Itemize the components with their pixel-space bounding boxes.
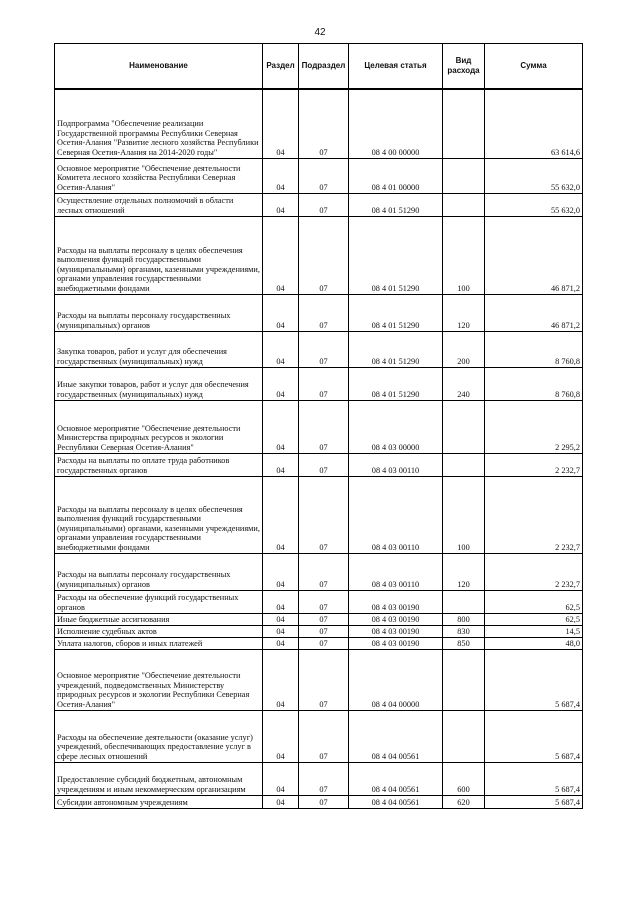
cell-sum: 14,5 bbox=[485, 625, 583, 637]
cell-type bbox=[443, 649, 485, 710]
cell-sum: 62,5 bbox=[485, 613, 583, 625]
cell-type: 800 bbox=[443, 613, 485, 625]
cell-sum: 5 687,4 bbox=[485, 795, 583, 808]
cell-sum: 2 232,7 bbox=[485, 476, 583, 553]
cell-name: Предоставление субсидий бюджетным, автономным учреждениям и иным некоммерческим организациям bbox=[55, 762, 263, 795]
cell-section: 04 bbox=[263, 331, 299, 367]
cell-subsection: 07 bbox=[299, 795, 349, 808]
cell-type bbox=[443, 158, 485, 193]
cell-name: Субсидии автономным учреждениям bbox=[55, 795, 263, 808]
cell-subsection: 07 bbox=[299, 649, 349, 710]
cell-sum: 5 687,4 bbox=[485, 710, 583, 762]
cell-section: 04 bbox=[263, 590, 299, 613]
cell-target: 08 4 01 51290 bbox=[349, 367, 443, 400]
table-header bbox=[55, 44, 583, 90]
cell-section: 04 bbox=[263, 400, 299, 453]
cell-type: 600 bbox=[443, 762, 485, 795]
table-row bbox=[55, 400, 583, 453]
cell-section: 04 bbox=[263, 637, 299, 649]
cell-target: 08 4 03 00110 bbox=[349, 453, 443, 476]
cell-section: 04 bbox=[263, 762, 299, 795]
cell-section: 04 bbox=[263, 649, 299, 710]
table-row bbox=[55, 216, 583, 294]
cell-type: 200 bbox=[443, 331, 485, 367]
cell-subsection: 07 bbox=[299, 158, 349, 193]
cell-type bbox=[443, 193, 485, 216]
cell-type bbox=[443, 590, 485, 613]
cell-target: 08 4 01 51290 bbox=[349, 193, 443, 216]
cell-subsection: 07 bbox=[299, 625, 349, 637]
cell-sum: 8 760,8 bbox=[485, 367, 583, 400]
cell-subsection: 07 bbox=[299, 710, 349, 762]
cell-type: 850 bbox=[443, 637, 485, 649]
table-row bbox=[55, 795, 583, 808]
table-row bbox=[55, 294, 583, 331]
cell-sum: 2 232,7 bbox=[485, 453, 583, 476]
cell-name: Осуществление отдельных полномочий в области лесных отношений bbox=[55, 193, 263, 216]
cell-type: 830 bbox=[443, 625, 485, 637]
cell-sum: 46 871,2 bbox=[485, 216, 583, 294]
cell-name: Расходы на выплаты персоналу государственных (муниципальных) органов bbox=[55, 553, 263, 590]
cell-type bbox=[443, 400, 485, 453]
cell-subsection: 07 bbox=[299, 476, 349, 553]
cell-type: 240 bbox=[443, 367, 485, 400]
cell-subsection: 07 bbox=[299, 400, 349, 453]
cell-section: 04 bbox=[263, 553, 299, 590]
cell-target: 08 4 03 00190 bbox=[349, 625, 443, 637]
cell-sum: 2 295,2 bbox=[485, 400, 583, 453]
table-row bbox=[55, 649, 583, 710]
cell-section: 04 bbox=[263, 613, 299, 625]
cell-subsection: 07 bbox=[299, 294, 349, 331]
cell-target: 08 4 03 00190 bbox=[349, 613, 443, 625]
cell-name: Расходы на выплаты персоналу в целях обеспечения выполнения функций государственными (муниципальными) органами, казенными учреждениями, органами управления государственными внебюджетными фондами bbox=[55, 216, 263, 294]
cell-sum: 55 632,0 bbox=[485, 158, 583, 193]
header-sum: Сумма bbox=[485, 44, 583, 90]
cell-name: Иные бюджетные ассигнования bbox=[55, 613, 263, 625]
header-name: Наименование bbox=[55, 44, 263, 90]
cell-section: 04 bbox=[263, 710, 299, 762]
cell-name: Основное мероприятие "Обеспечение деятельности Министерства природных ресурсов и экологии Республики Северная Осетия-Алания" bbox=[55, 400, 263, 453]
cell-target: 08 4 01 00000 bbox=[349, 158, 443, 193]
cell-target: 08 4 03 00000 bbox=[349, 400, 443, 453]
cell-subsection: 07 bbox=[299, 590, 349, 613]
cell-subsection: 07 bbox=[299, 89, 349, 158]
cell-target: 08 4 03 00110 bbox=[349, 476, 443, 553]
cell-subsection: 07 bbox=[299, 193, 349, 216]
table-row bbox=[55, 553, 583, 590]
cell-name: Основное мероприятие "Обеспечение деятельности учреждений, подведомственных Министерству природных ресурсов и экологии Республики Северная Осетия-Алания" bbox=[55, 649, 263, 710]
table-row bbox=[55, 453, 583, 476]
cell-section: 04 bbox=[263, 158, 299, 193]
cell-section: 04 bbox=[263, 367, 299, 400]
cell-section: 04 bbox=[263, 795, 299, 808]
cell-target: 08 4 03 00110 bbox=[349, 553, 443, 590]
cell-type bbox=[443, 710, 485, 762]
cell-name: Расходы на выплаты персоналу государственных (муниципальных) органов bbox=[55, 294, 263, 331]
cell-sum: 46 871,2 bbox=[485, 294, 583, 331]
cell-sum: 55 632,0 bbox=[485, 193, 583, 216]
table-row bbox=[55, 710, 583, 762]
cell-target: 08 4 03 00190 bbox=[349, 590, 443, 613]
header-subsection: Подраздел bbox=[299, 44, 349, 90]
cell-target: 08 4 01 51290 bbox=[349, 331, 443, 367]
budget-table bbox=[54, 43, 583, 809]
page-number: 42 bbox=[314, 27, 326, 38]
cell-target: 08 4 00 00000 bbox=[349, 89, 443, 158]
cell-name: Расходы на обеспечение деятельности (оказание услуг) учреждений, обеспечивающих предоставление услуг в сфере лесных отношений bbox=[55, 710, 263, 762]
cell-section: 04 bbox=[263, 193, 299, 216]
cell-type bbox=[443, 89, 485, 158]
cell-sum: 62,5 bbox=[485, 590, 583, 613]
cell-subsection: 07 bbox=[299, 637, 349, 649]
cell-section: 04 bbox=[263, 89, 299, 158]
cell-target: 08 4 03 00190 bbox=[349, 637, 443, 649]
cell-name: Иные закупки товаров, работ и услуг для обеспечения государственных (муниципальных) нужд bbox=[55, 367, 263, 400]
cell-subsection: 07 bbox=[299, 762, 349, 795]
cell-subsection: 07 bbox=[299, 613, 349, 625]
cell-name: Подпрограмма "Обеспечение реализации Государственной программы Республики Северная Осетия-Алания "Развитие лесного хозяйства Республики Северная Осетия-Алания на 2014-2020 годы" bbox=[55, 89, 263, 158]
cell-type: 100 bbox=[443, 476, 485, 553]
table-row bbox=[55, 637, 583, 649]
cell-name: Уплата налогов, сборов и иных платежей bbox=[55, 637, 263, 649]
cell-subsection: 07 bbox=[299, 216, 349, 294]
table-row bbox=[55, 590, 583, 613]
table-row bbox=[55, 476, 583, 553]
table-row bbox=[55, 89, 583, 158]
cell-section: 04 bbox=[263, 216, 299, 294]
cell-name: Основное мероприятие "Обеспечение деятельности Комитета лесного хозяйства Республики Северная Осетия-Алания" bbox=[55, 158, 263, 193]
cell-section: 04 bbox=[263, 476, 299, 553]
header-section: Раздел bbox=[263, 44, 299, 90]
cell-sum: 63 614,6 bbox=[485, 89, 583, 158]
cell-target: 08 4 04 00561 bbox=[349, 762, 443, 795]
cell-section: 04 bbox=[263, 625, 299, 637]
cell-sum: 8 760,8 bbox=[485, 331, 583, 367]
cell-type: 620 bbox=[443, 795, 485, 808]
cell-type: 120 bbox=[443, 553, 485, 590]
table-body bbox=[55, 89, 583, 808]
cell-name: Закупка товаров, работ и услуг для обеспечения государственных (муниципальных) нужд bbox=[55, 331, 263, 367]
header-type: Вид расхода bbox=[443, 44, 485, 90]
cell-name: Расходы на выплаты персоналу в целях обеспечения выполнения функций государственными (муниципальными) органами, казенными учреждениями, органами управления государственными внебюджетными фондами bbox=[55, 476, 263, 553]
cell-target: 08 4 04 00561 bbox=[349, 710, 443, 762]
table-row bbox=[55, 625, 583, 637]
cell-name: Расходы на обеспечение функций государственных органов bbox=[55, 590, 263, 613]
cell-subsection: 07 bbox=[299, 367, 349, 400]
cell-subsection: 07 bbox=[299, 453, 349, 476]
cell-section: 04 bbox=[263, 294, 299, 331]
table-row bbox=[55, 193, 583, 216]
cell-type bbox=[443, 453, 485, 476]
cell-name: Расходы на выплаты по оплате труда работников государственных органов bbox=[55, 453, 263, 476]
cell-sum: 5 687,4 bbox=[485, 649, 583, 710]
cell-target: 08 4 01 51290 bbox=[349, 216, 443, 294]
header-target: Целевая статья bbox=[349, 44, 443, 90]
cell-target: 08 4 01 51290 bbox=[349, 294, 443, 331]
cell-type: 100 bbox=[443, 216, 485, 294]
table-row bbox=[55, 613, 583, 625]
cell-target: 08 4 04 00000 bbox=[349, 649, 443, 710]
cell-sum: 2 232,7 bbox=[485, 553, 583, 590]
table-row bbox=[55, 331, 583, 367]
cell-sum: 5 687,4 bbox=[485, 762, 583, 795]
table-row bbox=[55, 762, 583, 795]
table-row bbox=[55, 158, 583, 193]
cell-name: Исполнение судебных актов bbox=[55, 625, 263, 637]
cell-sum: 48,0 bbox=[485, 637, 583, 649]
table-row bbox=[55, 367, 583, 400]
cell-subsection: 07 bbox=[299, 553, 349, 590]
cell-type: 120 bbox=[443, 294, 485, 331]
cell-subsection: 07 bbox=[299, 331, 349, 367]
cell-section: 04 bbox=[263, 453, 299, 476]
cell-target: 08 4 04 00561 bbox=[349, 795, 443, 808]
